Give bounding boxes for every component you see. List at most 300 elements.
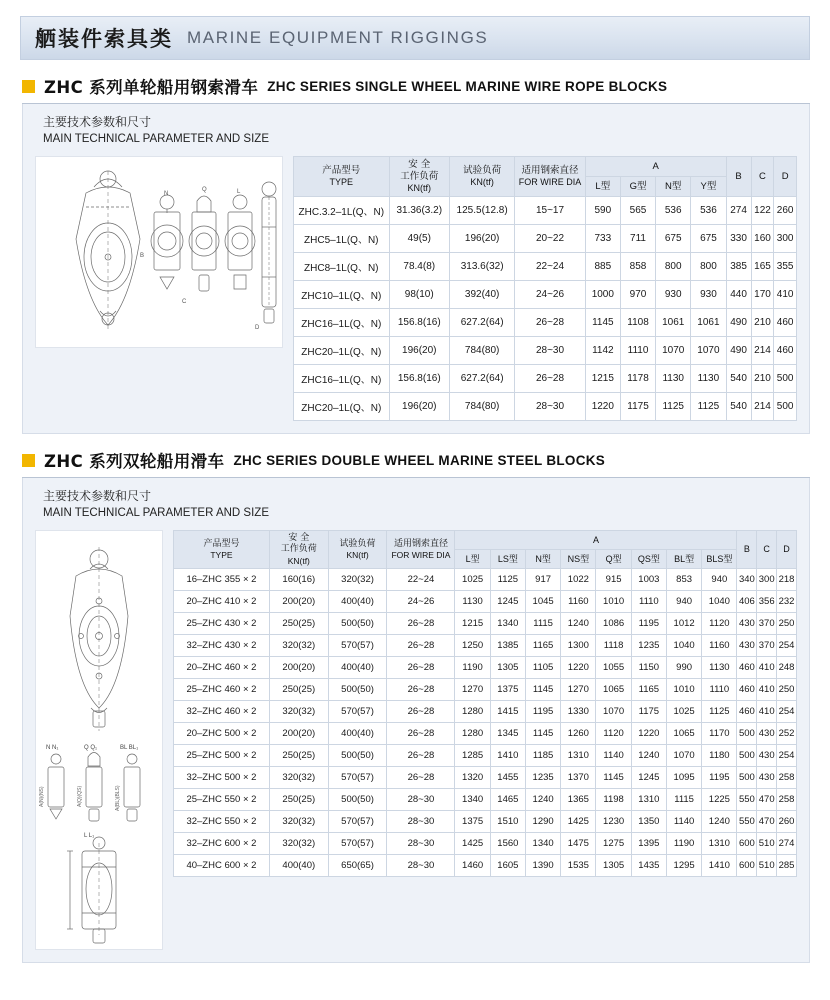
- cell-type: 20–ZHC 500 × 2: [174, 723, 270, 745]
- cell-dia: 26~28: [387, 767, 455, 789]
- table-row: [174, 833, 797, 855]
- cell-b: 500: [737, 767, 757, 789]
- double-wheel-spec-table: [173, 530, 797, 877]
- cell-d: 260: [774, 197, 797, 225]
- cell-test: 500(50): [328, 789, 387, 811]
- cell-type: ZHC20–1L(Q、N): [294, 393, 390, 421]
- cell-a-n: 1070: [656, 337, 691, 365]
- th-type: [294, 157, 390, 197]
- th-type-cn: 产品型号: [322, 165, 361, 176]
- cell-test: 650(65): [328, 855, 387, 877]
- cell-a-ns: 1270: [561, 679, 596, 701]
- cell-c: 210: [751, 365, 774, 393]
- cell-a-g: 970: [620, 281, 655, 309]
- cell-type: 32–ZHC 460 × 2: [174, 701, 270, 723]
- table-row: [174, 591, 797, 613]
- table-row: [174, 745, 797, 767]
- cell-a-y: 675: [691, 225, 726, 253]
- cell-a-l: 1190: [455, 657, 490, 679]
- cell-a-ns: 1365: [561, 789, 596, 811]
- cell-safe: 250(25): [269, 679, 328, 701]
- cell-dia: 28~30: [387, 833, 455, 855]
- cell-b: 600: [737, 855, 757, 877]
- single-wheel-block-drawing: [35, 156, 283, 348]
- cell-a-ns: 1260: [561, 723, 596, 745]
- th-dia-en: FOR WIRE DIA: [518, 176, 582, 187]
- cell-dia: 26~28: [515, 309, 585, 337]
- cell-a-ls: 1605: [490, 855, 525, 877]
- cell-a-l: 1320: [455, 767, 490, 789]
- cell-a-bl: 1065: [666, 723, 701, 745]
- cell-safe: 200(20): [269, 591, 328, 613]
- cell-safe: 250(25): [269, 789, 328, 811]
- cell-a-qs: 1240: [631, 745, 666, 767]
- cell-a-ls: 1345: [490, 723, 525, 745]
- cell-d: 250: [777, 679, 797, 701]
- single-wheel-table-wrap: [293, 156, 797, 421]
- cell-a-bls: 940: [702, 569, 737, 591]
- section-1-subhead-cn: 主要技术参数和尺寸: [43, 115, 152, 129]
- cell-d: 500: [774, 365, 797, 393]
- cell-safe: 320(32): [269, 833, 328, 855]
- banner-title-en: MARINE EQUIPMENT RIGGINGS: [187, 28, 489, 47]
- cell-a-n: 675: [656, 225, 691, 253]
- cell-a-bl: 1295: [666, 855, 701, 877]
- cell-dia: 26~28: [387, 657, 455, 679]
- cell-b: 430: [737, 635, 757, 657]
- th-safe-unit: KN(tf): [407, 182, 431, 193]
- svg-text:Q Q₁: Q Q₁: [84, 745, 98, 752]
- table-row: [294, 225, 797, 253]
- cell-a-ls: 1455: [490, 767, 525, 789]
- svg-text:L L₁: L L₁: [84, 833, 95, 840]
- cell-a-bls: 1195: [702, 767, 737, 789]
- table-row: [174, 569, 797, 591]
- cell-a-l: 885: [585, 253, 620, 281]
- table-row: [294, 309, 797, 337]
- th-safe-unit: KN(tf): [287, 555, 310, 566]
- double-wheel-block-drawing: [35, 530, 163, 950]
- cell-b: 340: [737, 569, 757, 591]
- th-safe-cn1: 安 全: [408, 159, 431, 171]
- svg-text:A(Q)(QS): A(Q)(QS): [77, 786, 83, 808]
- cell-type: 25–ZHC 460 × 2: [174, 679, 270, 701]
- page-banner: [20, 16, 810, 60]
- cell-a-ls: 1465: [490, 789, 525, 811]
- th-a-ls: LS型: [490, 550, 525, 569]
- cell-dia: 20~22: [515, 225, 585, 253]
- th-b: B: [726, 157, 751, 197]
- th-d: D: [774, 157, 797, 197]
- cell-a-q: 1055: [596, 657, 631, 679]
- cell-a-n: 1185: [525, 745, 560, 767]
- table-row: [174, 635, 797, 657]
- cell-dia: 24~26: [515, 281, 585, 309]
- cell-a-ls: 1560: [490, 833, 525, 855]
- cell-d: 460: [774, 309, 797, 337]
- cell-a-n: 1130: [656, 365, 691, 393]
- cell-d: 500: [774, 393, 797, 421]
- cell-a-q: 915: [596, 569, 631, 591]
- cell-a-qs: 1350: [631, 811, 666, 833]
- section-1-title: [22, 74, 810, 98]
- cell-b: 406: [737, 591, 757, 613]
- cell-b: 500: [737, 745, 757, 767]
- cell-d: 260: [777, 811, 797, 833]
- th-type: [174, 531, 270, 569]
- cell-test: 500(50): [328, 679, 387, 701]
- cell-a-q: 1070: [596, 701, 631, 723]
- cell-safe: 400(40): [269, 855, 328, 877]
- cell-a-qs: 1310: [631, 789, 666, 811]
- cell-dia: 28~30: [387, 789, 455, 811]
- cell-a-g: 1178: [620, 365, 655, 393]
- cell-dia: 28~30: [515, 337, 585, 365]
- cell-d: 258: [777, 767, 797, 789]
- cell-a-g: 1175: [620, 393, 655, 421]
- cell-a-ns: 1240: [561, 613, 596, 635]
- cell-a-ls: 1245: [490, 591, 525, 613]
- th-group-a: A: [455, 531, 737, 550]
- cell-a-l: 1215: [455, 613, 490, 635]
- cell-d: 218: [777, 569, 797, 591]
- cell-c: 165: [751, 253, 774, 281]
- cell-d: 254: [777, 635, 797, 657]
- cell-type: 32–ZHC 600 × 2: [174, 833, 270, 855]
- cell-a-bls: 1310: [702, 833, 737, 855]
- cell-a-ls: 1125: [490, 569, 525, 591]
- cell-a-bl: 990: [666, 657, 701, 679]
- svg-text:D: D: [255, 325, 260, 332]
- cell-safe: 31.36(3.2): [389, 197, 449, 225]
- cell-a-ns: 1300: [561, 635, 596, 657]
- svg-text:N: N: [164, 191, 169, 198]
- svg-text:N N₁: N N₁: [46, 745, 59, 752]
- cell-a-n: 1145: [525, 723, 560, 745]
- cell-type: 32–ZHC 430 × 2: [174, 635, 270, 657]
- cell-a-bl: 1040: [666, 635, 701, 657]
- cell-d: 252: [777, 723, 797, 745]
- th-c: C: [751, 157, 774, 197]
- cell-type: 20–ZHC 410 × 2: [174, 591, 270, 613]
- cell-a-n: 1290: [525, 811, 560, 833]
- cell-a-l: 1220: [585, 393, 620, 421]
- cell-a-ls: 1340: [490, 613, 525, 635]
- cell-a-q: 1065: [596, 679, 631, 701]
- cell-a-g: 711: [620, 225, 655, 253]
- svg-text:BL BL₁: BL BL₁: [120, 745, 139, 752]
- th-test-cn: 试验负荷: [463, 165, 502, 176]
- cell-type: ZHC16–1L(Q、N): [294, 365, 390, 393]
- table-row: [294, 337, 797, 365]
- cell-d: 254: [777, 701, 797, 723]
- cell-a-bl: 1012: [666, 613, 701, 635]
- cell-a-bl: 1095: [666, 767, 701, 789]
- cell-type: ZHC20–1L(Q、N): [294, 337, 390, 365]
- cell-a-n: 1045: [525, 591, 560, 613]
- cell-a-bls: 1130: [702, 657, 737, 679]
- cell-a-ns: 1022: [561, 569, 596, 591]
- cell-safe: 156.8(16): [389, 309, 449, 337]
- cell-type: 32–ZHC 550 × 2: [174, 811, 270, 833]
- th-a-y: Y型: [691, 177, 726, 197]
- cell-c: 356: [757, 591, 777, 613]
- section-1-title-en: ZHC SERIES SINGLE WHEEL MARINE WIRE ROPE BLOCKS: [267, 78, 668, 94]
- cell-a-q: 1145: [596, 767, 631, 789]
- cell-a-g: 1108: [620, 309, 655, 337]
- cell-safe: 196(20): [389, 393, 449, 421]
- cell-a-bls: 1180: [702, 745, 737, 767]
- cell-c: 214: [751, 337, 774, 365]
- cell-type: 25–ZHC 500 × 2: [174, 745, 270, 767]
- cell-dia: 28~30: [387, 811, 455, 833]
- cell-a-l: 1285: [455, 745, 490, 767]
- table-row: [294, 253, 797, 281]
- cell-dia: 15~17: [515, 197, 585, 225]
- cell-b: 490: [726, 309, 751, 337]
- table-header-row: [174, 531, 797, 550]
- cell-b: 600: [737, 833, 757, 855]
- double-wheel-table-wrap: [173, 530, 797, 877]
- cell-a-n: 1145: [525, 679, 560, 701]
- cell-b: 330: [726, 225, 751, 253]
- cell-c: 430: [757, 767, 777, 789]
- table-row: [174, 657, 797, 679]
- cell-c: 410: [757, 679, 777, 701]
- cell-a-l: 1460: [455, 855, 490, 877]
- th-a-ns: NS型: [561, 550, 596, 569]
- cell-dia: 28~30: [387, 855, 455, 877]
- cell-a-l: 1145: [585, 309, 620, 337]
- cell-c: 430: [757, 745, 777, 767]
- cell-a-l: 1280: [455, 723, 490, 745]
- cell-d: 355: [774, 253, 797, 281]
- cell-safe: 250(25): [269, 745, 328, 767]
- table-row: [294, 281, 797, 309]
- cell-c: 370: [757, 613, 777, 635]
- th-safe-load: [269, 531, 328, 569]
- cell-b: 460: [737, 701, 757, 723]
- cell-a-qs: 1195: [631, 613, 666, 635]
- svg-text:L: L: [237, 189, 241, 196]
- cell-a-ns: 1475: [561, 833, 596, 855]
- th-group-a: A: [585, 157, 726, 177]
- cell-c: 470: [757, 789, 777, 811]
- th-type-en: TYPE: [329, 176, 354, 187]
- section-2-subhead-en: MAIN TECHNICAL PARAMETER AND SIZE: [43, 507, 269, 520]
- cell-a-bls: 1120: [702, 613, 737, 635]
- cell-a-ns: 1535: [561, 855, 596, 877]
- cell-a-qs: 1110: [631, 591, 666, 613]
- cell-a-bl: 1190: [666, 833, 701, 855]
- cell-d: 254: [777, 745, 797, 767]
- cell-c: 170: [751, 281, 774, 309]
- table-row: [174, 767, 797, 789]
- table-row: [174, 679, 797, 701]
- cell-a-bls: 1125: [702, 701, 737, 723]
- cell-a-l: 1340: [455, 789, 490, 811]
- cell-a-qs: 1165: [631, 679, 666, 701]
- cell-a-ls: 1410: [490, 745, 525, 767]
- cell-c: 160: [751, 225, 774, 253]
- th-a-q: Q型: [596, 550, 631, 569]
- cell-safe: 200(20): [269, 657, 328, 679]
- th-c: C: [757, 531, 777, 569]
- svg-text:Q: Q: [202, 187, 207, 194]
- section-2-subhead-cn: 主要技术参数和尺寸: [43, 489, 152, 504]
- cell-b: 430: [737, 613, 757, 635]
- cell-c: 430: [757, 723, 777, 745]
- cell-a-qs: 1150: [631, 657, 666, 679]
- th-a-bls: BLS型: [702, 550, 737, 569]
- cell-test: 784(80): [449, 393, 514, 421]
- section-2-panel: [22, 478, 810, 963]
- cell-a-y: 1061: [691, 309, 726, 337]
- cell-a-bl: 853: [666, 569, 701, 591]
- cell-dia: 26~28: [387, 723, 455, 745]
- cell-a-qs: 1395: [631, 833, 666, 855]
- cell-dia: 28~30: [515, 393, 585, 421]
- cell-b: 274: [726, 197, 751, 225]
- table-row: [294, 365, 797, 393]
- cell-a-q: 1275: [596, 833, 631, 855]
- section-1-title-cn: ZHC 系列单轮船用钢索滑车: [44, 78, 259, 97]
- th-a-qs: QS型: [631, 550, 666, 569]
- cell-a-y: 1070: [691, 337, 726, 365]
- square-bullet-icon: [22, 454, 35, 467]
- cell-a-l: 1025: [455, 569, 490, 591]
- cell-a-n: 930: [656, 281, 691, 309]
- cell-test: 320(32): [328, 569, 387, 591]
- th-safe-cn2: 工作负荷: [280, 544, 317, 555]
- cell-a-q: 1140: [596, 745, 631, 767]
- cell-a-bl: 1140: [666, 811, 701, 833]
- double-wheel-diagram-svg: [36, 531, 162, 949]
- cell-test: 570(57): [328, 811, 387, 833]
- single-wheel-table-body: [294, 197, 797, 421]
- cell-a-g: 565: [620, 197, 655, 225]
- svg-text:A(N)(NS): A(N)(NS): [39, 786, 45, 808]
- cell-c: 214: [751, 393, 774, 421]
- cell-a-y: 1125: [691, 393, 726, 421]
- banner-title-cn: 舾装件索具类: [35, 27, 173, 51]
- cell-a-ns: 1425: [561, 811, 596, 833]
- th-a-g: G型: [620, 177, 655, 197]
- cell-c: 410: [757, 701, 777, 723]
- cell-a-ns: 1220: [561, 657, 596, 679]
- single-wheel-spec-table: [293, 156, 797, 421]
- cell-type: 25–ZHC 430 × 2: [174, 613, 270, 635]
- cell-test: 400(40): [328, 723, 387, 745]
- cell-safe: 320(32): [269, 811, 328, 833]
- cell-a-bl: 1115: [666, 789, 701, 811]
- cell-a-n: 1240: [525, 789, 560, 811]
- cell-a-q: 1198: [596, 789, 631, 811]
- th-type-cn: 产品型号: [203, 538, 240, 549]
- svg-text:B: B: [140, 253, 145, 260]
- cell-a-l: 1280: [455, 701, 490, 723]
- cell-a-qs: 1235: [631, 635, 666, 657]
- cell-a-ls: 1415: [490, 701, 525, 723]
- table-row: [174, 811, 797, 833]
- cell-d: 250: [777, 613, 797, 635]
- cell-a-l: 733: [585, 225, 620, 253]
- th-test-unit: KN(tf): [470, 176, 494, 187]
- cell-d: 300: [774, 225, 797, 253]
- th-test-load: [449, 157, 514, 197]
- cell-safe: 200(20): [269, 723, 328, 745]
- th-a-n: N型: [656, 177, 691, 197]
- cell-test: 400(40): [328, 657, 387, 679]
- cell-a-q: 1230: [596, 811, 631, 833]
- table-row: [294, 197, 797, 225]
- cell-a-y: 1130: [691, 365, 726, 393]
- table-row: [174, 613, 797, 635]
- cell-test: 627.2(64): [449, 365, 514, 393]
- cell-a-bls: 1170: [702, 723, 737, 745]
- cell-safe: 156.8(16): [389, 365, 449, 393]
- cell-d: 248: [777, 657, 797, 679]
- cell-a-l: 1250: [455, 635, 490, 657]
- cell-test: 392(40): [449, 281, 514, 309]
- square-bullet-icon: [22, 80, 35, 93]
- cell-type: ZHC.3.2–1L(Q、N): [294, 197, 390, 225]
- cell-a-bl: 940: [666, 591, 701, 613]
- th-test-load: [328, 531, 387, 569]
- cell-a-l: 1375: [455, 811, 490, 833]
- cell-type: ZHC8–1L(Q、N): [294, 253, 390, 281]
- table-row: [174, 701, 797, 723]
- cell-a-l: 1130: [455, 591, 490, 613]
- cell-a-n: 1061: [656, 309, 691, 337]
- cell-a-q: 1118: [596, 635, 631, 657]
- cell-c: 370: [757, 635, 777, 657]
- cell-a-n: 536: [656, 197, 691, 225]
- table-row: [294, 393, 797, 421]
- cell-d: 258: [777, 789, 797, 811]
- cell-b: 385: [726, 253, 751, 281]
- cell-type: ZHC10–1L(Q、N): [294, 281, 390, 309]
- cell-a-bls: 1040: [702, 591, 737, 613]
- cell-a-l: 590: [585, 197, 620, 225]
- cell-c: 122: [751, 197, 774, 225]
- th-d: D: [777, 531, 797, 569]
- cell-type: 16–ZHC 355 × 2: [174, 569, 270, 591]
- cell-b: 490: [726, 337, 751, 365]
- cell-test: 570(57): [328, 635, 387, 657]
- cell-c: 510: [757, 855, 777, 877]
- cell-test: 400(40): [328, 591, 387, 613]
- cell-test: 570(57): [328, 701, 387, 723]
- cell-dia: 26~28: [387, 679, 455, 701]
- cell-type: 25–ZHC 550 × 2: [174, 789, 270, 811]
- cell-test: 570(57): [328, 833, 387, 855]
- th-a-bl: BL型: [666, 550, 701, 569]
- cell-safe: 320(32): [269, 767, 328, 789]
- cell-b: 540: [726, 365, 751, 393]
- cell-a-n: 1235: [525, 767, 560, 789]
- cell-a-l: 1215: [585, 365, 620, 393]
- cell-c: 470: [757, 811, 777, 833]
- cell-a-n: 917: [525, 569, 560, 591]
- svg-text:C: C: [182, 299, 187, 306]
- th-safe-load: [389, 157, 449, 197]
- cell-d: 285: [777, 855, 797, 877]
- th-safe-cn2: 工作负荷: [400, 170, 439, 182]
- cell-test: 570(57): [328, 767, 387, 789]
- cell-c: 210: [751, 309, 774, 337]
- svg-text:A(BL)(BLS): A(BL)(BLS): [115, 785, 121, 812]
